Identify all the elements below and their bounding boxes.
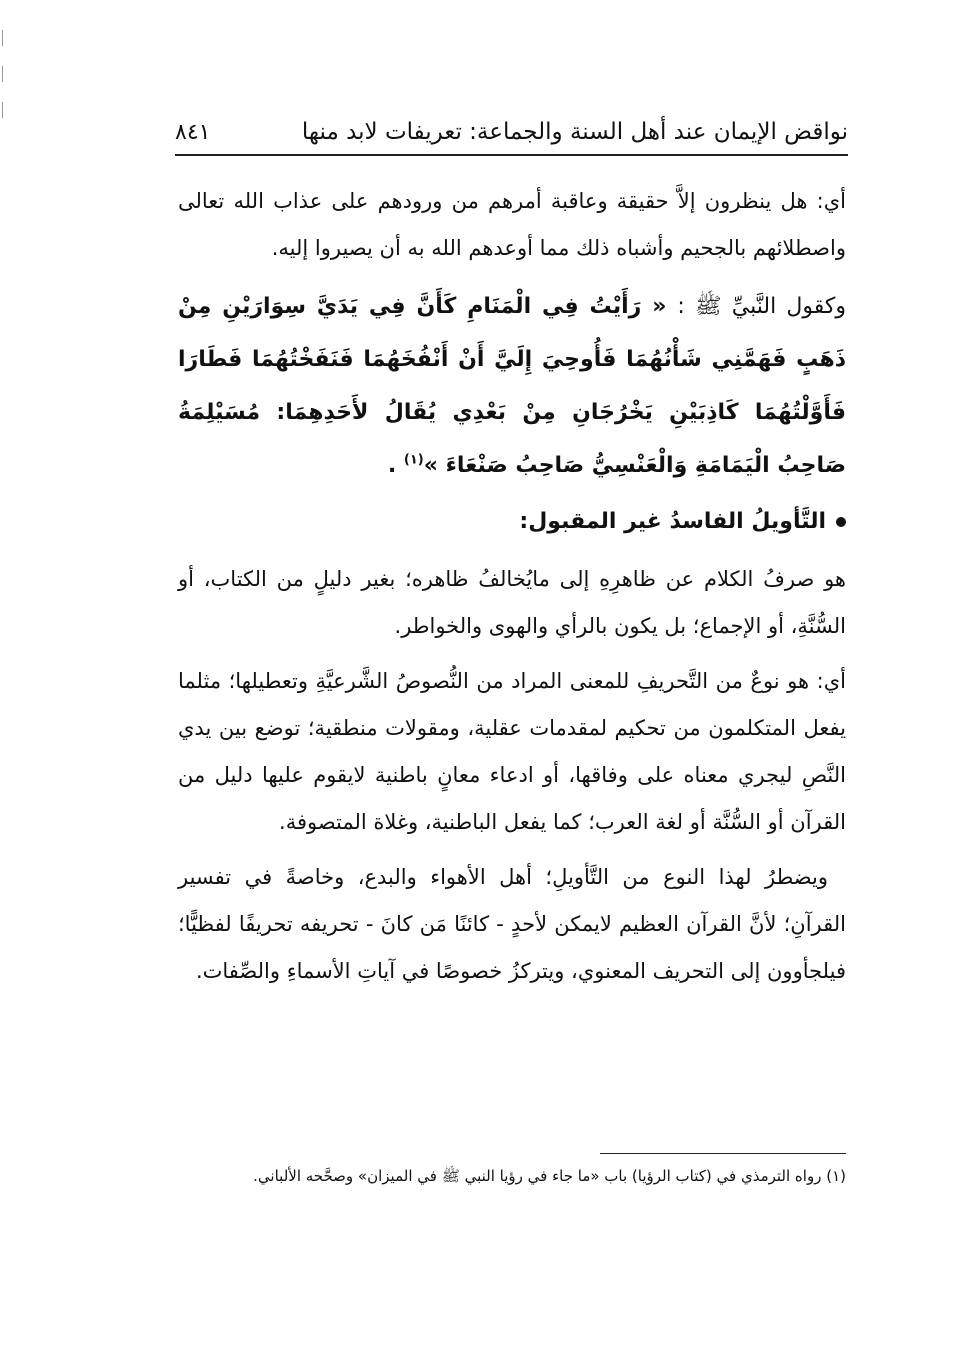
running-header [175, 112, 848, 152]
paragraph-interpretation: أي: هل ينظرون إلاَّ حقيقة وعاقبة أمرهم من ورودهم على عذاب الله تعالى واصطلائهم بالجحيم وأشباه ذلك مما أوعدهم الله به أن يصيروا إليه. [178, 189, 846, 260]
main-text [178, 178, 846, 995]
page-number: ٨٤١ [175, 119, 211, 145]
bullet-icon [836, 517, 846, 527]
section-heading [178, 496, 846, 548]
hadith-lead: وكقول النَّبيِّ ﷺ : [677, 294, 846, 319]
footnote-reference: (١) [403, 452, 424, 468]
footnote: (١) رواه الترمذي في (كتاب الرؤيا) باب «ما جاء في رؤيا النبي ﷺ في الميزان» وصحَّحه الألباني. [253, 1167, 846, 1185]
hadith-text: « رَأَيْتُ فِي الْمَنَامِ كَأَنَّ فِي يَدَيَّ سِوَارَيْنِ مِنْ ذَهَبٍ فَهَمَّنِي شَأْنُهُمَا فَأُوحِيَ إِلَيَّ أَنْ أَنْفُخَهُمَا فَنَفَخْتُهُمَا فَطَارَا فَأَوَّلْتُهُمَا كَاذِبَيْنِ يَخْرُجَانِ مِنْ بَعْدِي يُقَالُ لأَحَدِهِمَا: مُسَيْلِمَةُ صَاحِبُ الْيَمَامَةِ وَالْعَنْسِيُّ صَاحِبُ صَنْعَاءَ » [178, 294, 846, 478]
footnote-divider [600, 1153, 846, 1154]
scan-margin-marks [2, 30, 4, 120]
paragraph-definition: هو صرفُ الكلام عن ظاهرِهِ إلى مايُخالفُ ظاهره؛ بغير دليلٍ من الكتاب، أو السُّنَّةِ، أو الإجماع؛ بل يكون بالرأي والهوى والخواطر. [178, 567, 846, 638]
header-title: نواقض الإيمان عند أهل السنة والجماعة: تعريفات لابد منها [301, 119, 848, 145]
paragraph-explanation: أي: هو نوعٌ من التَّحريفِ للمعنى المراد من النُّصوصُ الشَّرعيَّةِ وتعطيلها؛ مثلما يفعل المتكلمون من تحكيم لمقدمات عقلية، ومقولات منطقية؛ توضع بين يدي النَّصِ ليجري معناه على وفاقها، أو ادعاء معانٍ باطنية لايقوم عليها دليل من القرآن أو السُّنَّة أو لغة العرب؛ كما يفعل الباطنية، وغلاة المتصوفة. [178, 669, 846, 834]
paragraph-closing: ويضطرُ لهذا النوع من التَّأويلِ؛ أهل الأهواء والبدع، وخاصةً في تفسير القرآنِ؛ لأنَّ القرآن العظيم لايمكن لأحدٍ - كائنًا مَن كانَ - تحريفه تحريفًا لفظيًّا؛ فيلجأوون إلى التحريف المعنوي، ويتركزُ خصوصًا في آياتِ الأسماءِ والصِّفات. [178, 865, 846, 983]
section-heading-text: التَّأويلُ الفاسدُ غير المقبول: [519, 509, 826, 534]
hadith-end: . [387, 453, 397, 478]
header-divider [175, 154, 848, 156]
hadith-quote [178, 280, 846, 492]
